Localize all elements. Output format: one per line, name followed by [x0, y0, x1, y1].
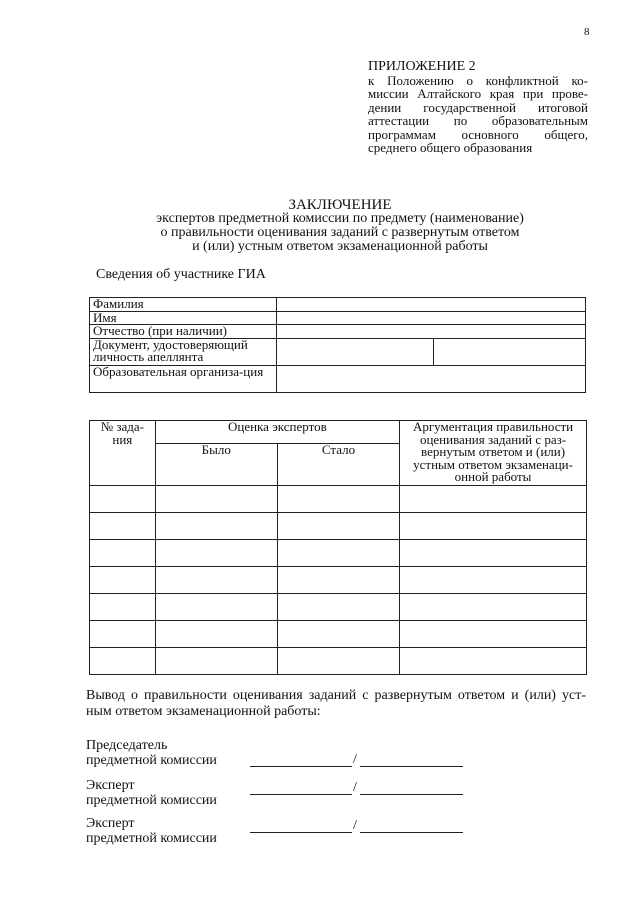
- page-number: 8: [584, 26, 590, 38]
- was-header: Было: [155, 444, 277, 486]
- argumentation-header: Аргументация правильности оценивания заданий с раз-вернутым ответом и (или) устным ответом экзаменаци-онной работы: [400, 421, 587, 486]
- task-cell[interactable]: [90, 540, 156, 567]
- table-row: [90, 338, 586, 365]
- table-row: [90, 567, 587, 594]
- appendix-line: среднего общего образования: [368, 140, 533, 155]
- argumentation-cell[interactable]: [400, 594, 587, 621]
- table-row: [90, 365, 586, 392]
- slash-separator: /: [353, 818, 357, 833]
- argumentation-cell[interactable]: [400, 486, 587, 513]
- became-cell[interactable]: [277, 540, 399, 567]
- chair-label-line: Председатель: [86, 738, 168, 753]
- table-row: [90, 513, 587, 540]
- appendix-line: миссии Алтайского края при прове-: [368, 86, 588, 101]
- patronymic-field[interactable]: [277, 325, 586, 339]
- table-row: [90, 540, 587, 567]
- table-row: [90, 325, 586, 339]
- table-row: [90, 648, 587, 675]
- slash-separator: /: [353, 752, 357, 767]
- expert2-name-line[interactable]: [360, 832, 463, 833]
- task-cell[interactable]: [90, 648, 156, 675]
- grades-table: [89, 420, 587, 675]
- name-label: Имя: [90, 311, 277, 325]
- document-number-field[interactable]: [434, 338, 586, 365]
- document-label: Документ, удостоверяющий личность апеллянта: [90, 338, 277, 365]
- became-cell[interactable]: [277, 621, 399, 648]
- organization-field[interactable]: [277, 365, 586, 392]
- appendix-line: дении государственной итоговой: [368, 99, 588, 115]
- became-cell[interactable]: [277, 513, 399, 540]
- heading-line: и (или) устным ответом экзаменационной работы: [192, 239, 488, 254]
- was-cell[interactable]: [155, 540, 277, 567]
- expert2-label-line: Эксперт: [86, 816, 135, 831]
- table-row: [90, 594, 587, 621]
- was-cell[interactable]: [155, 594, 277, 621]
- argumentation-cell[interactable]: [400, 621, 587, 648]
- was-cell[interactable]: [155, 567, 277, 594]
- expert2-signature-label: [86, 816, 217, 846]
- expert1-signature-label: [86, 778, 217, 808]
- chair-signature-line[interactable]: [250, 766, 352, 767]
- document-heading: [80, 198, 600, 254]
- expert1-signature-line[interactable]: [250, 794, 352, 795]
- document-series-field[interactable]: [277, 338, 434, 365]
- task-cell[interactable]: [90, 486, 156, 513]
- expert2-label-line: предметной комиссии: [86, 831, 217, 846]
- became-cell[interactable]: [277, 486, 399, 513]
- argumentation-cell[interactable]: [400, 513, 587, 540]
- was-cell[interactable]: [155, 648, 277, 675]
- task-cell[interactable]: [90, 567, 156, 594]
- heading-line: о правильности оценивания заданий с развернутым ответом: [160, 225, 520, 240]
- table-header-row: [90, 421, 587, 444]
- argumentation-cell[interactable]: [400, 567, 587, 594]
- expert1-label-line: предметной комиссии: [86, 793, 217, 808]
- expert1-name-line[interactable]: [360, 794, 463, 795]
- became-cell[interactable]: [277, 648, 399, 675]
- became-header: Стало: [277, 444, 399, 486]
- surname-label: Фамилия: [90, 298, 277, 312]
- task-cell[interactable]: [90, 621, 156, 648]
- appendix-line: к Положению о конфликтной ко-: [368, 72, 588, 88]
- patronymic-label: Отчество (при наличии): [90, 325, 277, 339]
- heading-line: экспертов предметной комиссии по предмету (наименование): [156, 211, 524, 226]
- chair-name-line[interactable]: [360, 766, 463, 767]
- argumentation-cell[interactable]: [400, 540, 587, 567]
- argumentation-cell[interactable]: [400, 648, 587, 675]
- task-no-header: № зада-ния: [90, 421, 156, 486]
- appendix-line: аттестации по образовательным: [368, 113, 588, 128]
- task-cell[interactable]: [90, 513, 156, 540]
- task-cell[interactable]: [90, 594, 156, 621]
- participant-table: [89, 297, 586, 393]
- became-cell[interactable]: [277, 594, 399, 621]
- was-cell[interactable]: [155, 513, 277, 540]
- surname-field[interactable]: [277, 298, 586, 312]
- expert2-signature-line[interactable]: [250, 832, 352, 833]
- participant-label: Сведения об участнике ГИА: [96, 267, 266, 282]
- chair-signature-label: [86, 738, 217, 768]
- organization-label: Образовательная организа-ция: [90, 365, 277, 392]
- name-field[interactable]: [277, 311, 586, 325]
- table-row: [90, 298, 586, 312]
- chair-label-line: предметной комиссии: [86, 753, 217, 768]
- appendix-line: программам основного общего,: [368, 126, 588, 142]
- slash-separator: /: [353, 780, 357, 795]
- was-cell[interactable]: [155, 486, 277, 513]
- appendix-block: [368, 60, 588, 155]
- conclusion-text: Вывод о правильности оценивания заданий с развернутым ответом и (или) уст-ным ответом экзаменационной работы:: [86, 688, 586, 719]
- was-cell[interactable]: [155, 621, 277, 648]
- expert1-label-line: Эксперт: [86, 778, 135, 793]
- experts-grade-header: Оценка экспертов: [155, 421, 399, 444]
- document-title: ЗАКЛЮЧЕНИЕ: [288, 197, 392, 213]
- became-cell[interactable]: [277, 567, 399, 594]
- table-row: [90, 486, 587, 513]
- appendix-title: ПРИЛОЖЕНИЕ 2: [368, 59, 476, 74]
- table-row: [90, 621, 587, 648]
